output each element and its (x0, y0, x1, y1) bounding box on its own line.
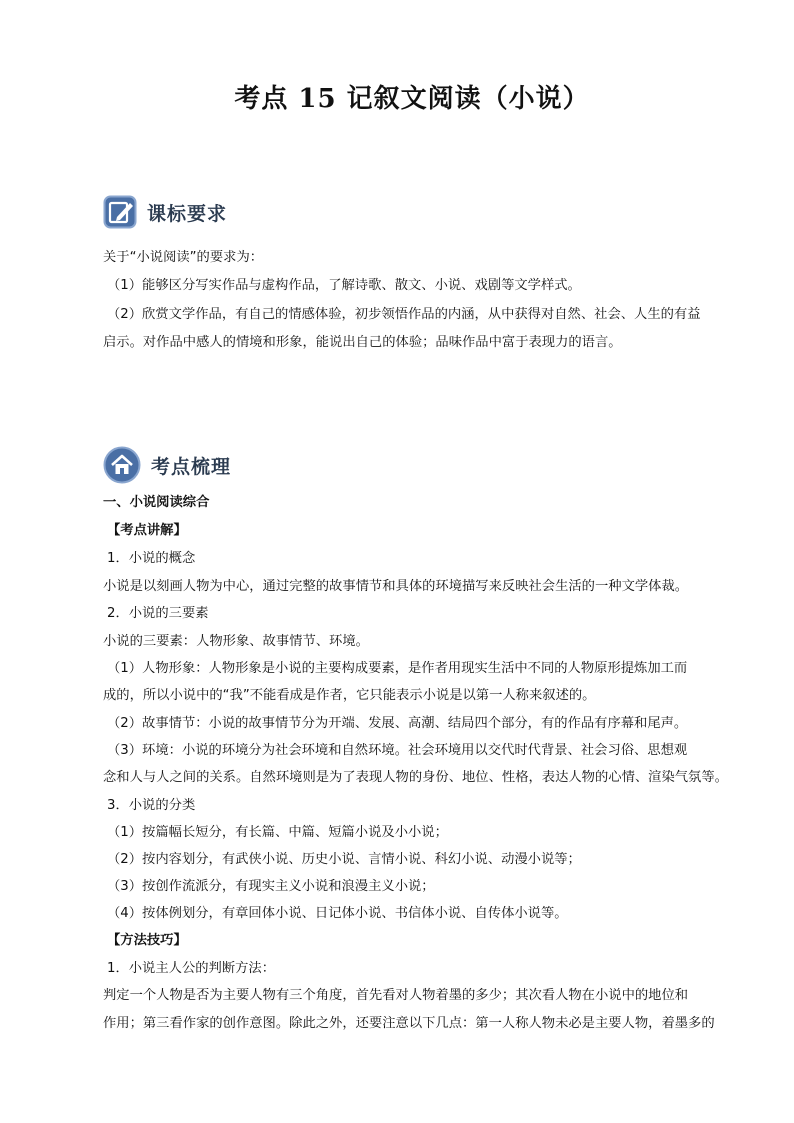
text-line: 关于“小说阅读”的要求为： (103, 250, 264, 265)
section-heading-key-points (103, 445, 231, 485)
text-line: 启示。对作品中感人的情境和形象，能说出自己的体验；品味作品中富于表现力的语言。 (103, 335, 622, 350)
text-line: 3．小说的分类 (107, 798, 196, 813)
text-line: （4）按体例划分，有章回体小说、日记体小说、书信体小说、自传体小说等。 (107, 906, 568, 921)
home-icon (103, 446, 141, 484)
page-title: 考点 15 记叙文阅读（小说） (234, 84, 590, 114)
text-line: （2）故事情节：小说的故事情节分为开端、发展、高潮、结局四个部分，有的作品有序幕和尾声。 (107, 716, 688, 731)
text-line: （1）按篇幅长短分，有长篇、中篇、短篇小说及小小说； (107, 825, 448, 840)
text-line: 一、小说阅读综合 (103, 495, 210, 510)
text-line: （2）按内容划分，有武侠小说、历史小说、言情小说、科幻小说、动漫小说等； (107, 852, 581, 867)
section-heading-label: 考点梳理 (151, 455, 232, 478)
text-line: 作用；第三看作家的创作意图。除此之外，还要注意以下几点：第一人称人物未必是主要人物，着墨多的 (103, 1016, 715, 1031)
text-line: （2）欣赏文学作品，有自己的情感体验，初步领悟作品的内涵，从中获得对自然、社会、人生的有益 (107, 307, 701, 322)
text-line: 小说是以刻画人物为中心，通过完整的故事情节和具体的环境描写来反映社会生活的一种文学体裁。 (103, 579, 689, 594)
text-line: 【方法技巧】 (107, 933, 187, 948)
text-line: 判定一个人物是否为主要人物有三个角度，首先看对人物着墨的多少；其次看人物在小说中的地位和 (103, 988, 689, 1003)
text-line: 1．小说主人公的判断方法： (107, 961, 276, 976)
text-line: （1）能够区分写实作品与虚构作品，了解诗歌、散文、小说、戏剧等文学样式。 (107, 278, 581, 293)
text-line: （3）按创作流派分，有现实主义小说和浪漫主义小说； (107, 879, 435, 894)
text-line: 2．小说的三要素 (107, 606, 209, 621)
edit-icon (103, 195, 137, 229)
text-line: 1．小说的概念 (107, 551, 196, 566)
section-heading-label: 课标要求 (147, 202, 228, 225)
text-line: 【考点讲解】 (107, 523, 187, 538)
text-line: （3）环境：小说的环境分为社会环境和自然环境。社会环境用以交代时代背景、社会习俗、思想观 (107, 743, 688, 758)
text-line: 小说的三要素：人物形象、故事情节、环境。 (103, 634, 369, 649)
text-line: 念和人与人之间的关系。自然环境则是为了表现人物的身份、地位、性格，表达人物的心情、渲染气氛等。 (103, 770, 728, 785)
text-line: 成的，所以小说中的“我”不能看成是作者，它只能表示小说是以第一人称来叙述的。 (103, 688, 596, 703)
text-line: （1）人物形象：人物形象是小说的主要构成要素，是作者用现实生活中不同的人物原形提炼加工而 (107, 661, 688, 676)
section-heading-curriculum (103, 192, 227, 232)
